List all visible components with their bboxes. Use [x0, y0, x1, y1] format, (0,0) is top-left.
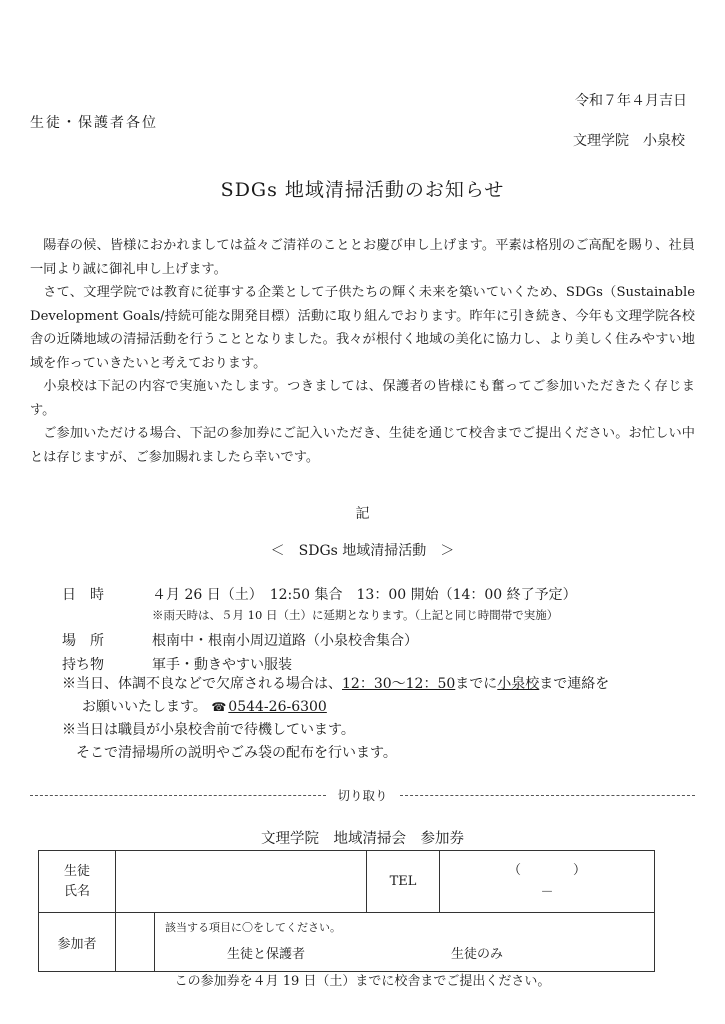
place-label	[62, 630, 120, 650]
absence-text: までに	[455, 676, 498, 692]
body-paragraph: ご参加いただける場合、下記の参加券にご記入いただき、生徒を通じて校舎までご提出ください。お忙しい中とは存じますが、ご参加賜れましたら幸いです。	[30, 426, 695, 465]
tel-label: TEL	[367, 851, 440, 913]
place-label-text: 場 所	[62, 633, 104, 649]
cut-line	[30, 786, 695, 804]
ki-heading: 記	[355, 506, 370, 522]
absence-text: お願いいたします。	[82, 699, 207, 715]
datetime-label	[62, 584, 120, 604]
document-title: SDGs 地域清掃活動のお知らせ	[220, 179, 505, 201]
student-name-label	[39, 851, 116, 913]
ticket-title: 文理学院 地域清掃会 参加券	[261, 831, 464, 847]
staff-notice: ※当日は職員が小泉校舎前で待機しています。	[62, 722, 355, 738]
items-value: 軍手・動きやすい服装	[152, 657, 292, 673]
addressee: 生徒・保護者各位	[30, 115, 158, 131]
absence-text: ※当日、体調不良などで欠席される場合は、	[62, 676, 342, 692]
datetime-label-text: 日 時	[62, 587, 104, 603]
event-title: ＜ SDGs 地域清掃活動 ＞	[270, 543, 455, 559]
phone-icon: ☎	[211, 700, 227, 714]
body-paragraph: さて、文理学院では教育に従事する企業として子供たちの輝く未来を築いていくため、SDGs（Sustainable Development Goals/持続可能な開発目標）活動に取り組んでおります。昨年に引き続き、今年も文理学院各校舎の近隣地域の清掃活動を行うこととなりました。我々が根付く地域の美化に協力し、より美しく住みやすい地域を作っていきたいと考えております。	[30, 285, 695, 371]
body-paragraph: 陽春の候、皆様におかれましては益々ご清祥のこととお慶び申し上げます。平素は格別のご高配を賜り、社員一同より誠に御礼申し上げます。	[30, 238, 695, 277]
place-value: 根南中・根南小周辺道路（小泉校舎集合）	[152, 633, 418, 649]
participant-instruction: 該当する項目に〇をしてください。	[165, 921, 341, 934]
absence-notice-line2	[82, 696, 327, 719]
body-text	[30, 234, 695, 469]
absence-school: 小泉校	[497, 676, 540, 692]
tel-dash: －	[540, 884, 554, 900]
dashed-line	[400, 795, 696, 796]
participant-options-cell	[116, 913, 655, 972]
phone-number[interactable]: 0544-26-6300	[228, 699, 327, 715]
participant-label-cell	[39, 913, 116, 972]
option-student-only[interactable]: 生徒のみ	[451, 947, 504, 962]
cut-line-label: 切り取り	[337, 788, 388, 803]
absence-notice	[62, 673, 609, 696]
body-paragraph: 小泉校は下記の内容で実施いたします。つきましては、保護者の皆様にも奮ってご参加いただきたく存じます。	[30, 379, 695, 418]
rain-note: ※雨天時は、５月 10 日（土）に延期となります。（上記と同じ時間帯で実施）	[152, 608, 559, 622]
name-label-line: 氏名	[63, 883, 90, 899]
datetime-value: ４月 26 日（土） 12:50 集合 13：00 開始（14：00 終了予定）	[152, 587, 577, 603]
student-label-line: 生徒	[63, 863, 90, 879]
absence-time: 12：30〜12：50	[342, 676, 456, 692]
participant-label: 参加者	[57, 936, 97, 952]
student-name-field[interactable]	[116, 851, 367, 913]
participation-ticket	[38, 850, 655, 972]
footer-note: この参加券を４月 19 日（土）までに校舎までご提出ください。	[174, 974, 551, 989]
items-label: 持ち物	[62, 657, 104, 673]
issue-date: 令和７年４月吉日	[575, 93, 687, 109]
dashed-line	[30, 795, 326, 796]
staff-notice-line2: そこで清掃場所の説明やごみ袋の配布を行います。	[76, 745, 397, 761]
sender: 文理学院 小泉校	[573, 133, 685, 149]
tel-area-code: （ ）	[507, 862, 586, 878]
tel-field[interactable]	[440, 851, 655, 913]
option-student-and-parent[interactable]: 生徒と保護者	[227, 947, 306, 962]
absence-text: まで連絡を	[539, 676, 610, 692]
